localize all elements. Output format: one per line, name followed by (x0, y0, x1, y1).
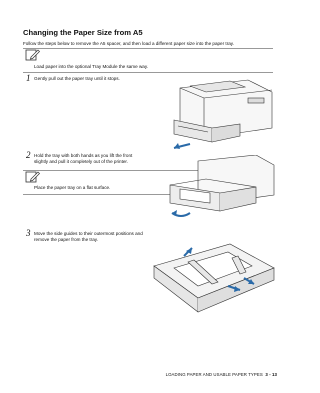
step-number: 3 (26, 228, 31, 238)
tray-lifted-illustration (160, 155, 278, 225)
note-top-rule (23, 48, 273, 49)
printer-tray-pulled-illustration (160, 78, 278, 150)
footer-label: LOADING PAPER AND USABLE PAPER TYPES (165, 372, 263, 377)
step-number: 2 (26, 150, 31, 160)
note-pencil-icon (25, 170, 41, 184)
page-title: Changing the Paper Size from A5 (23, 28, 143, 37)
intro-paragraph: Follow the steps below to remove the A5 spacer, and then load a different paper size into the paper tray. (23, 41, 235, 46)
step-text: Hold the tray with both hands as you lift the front slightly and pull it completely out of the printer. (34, 153, 133, 164)
note-pencil-icon (25, 48, 41, 62)
page-footer (166, 372, 277, 377)
note-bottom-rule (23, 72, 273, 73)
footer-page-number: 3 - 13 (265, 372, 277, 377)
note-text: Load paper into the optional Tray Module the same way. (34, 64, 149, 69)
step-text: Move the side guides to their outermost positions and remove the paper from the tray. (34, 231, 143, 242)
step-number: 1 (26, 73, 31, 83)
note-text: Place the paper tray on a flat surface. (34, 185, 111, 190)
tray-guides-illustration (148, 238, 278, 318)
step-text: Gently pull out the paper tray until it stops. (34, 76, 120, 81)
